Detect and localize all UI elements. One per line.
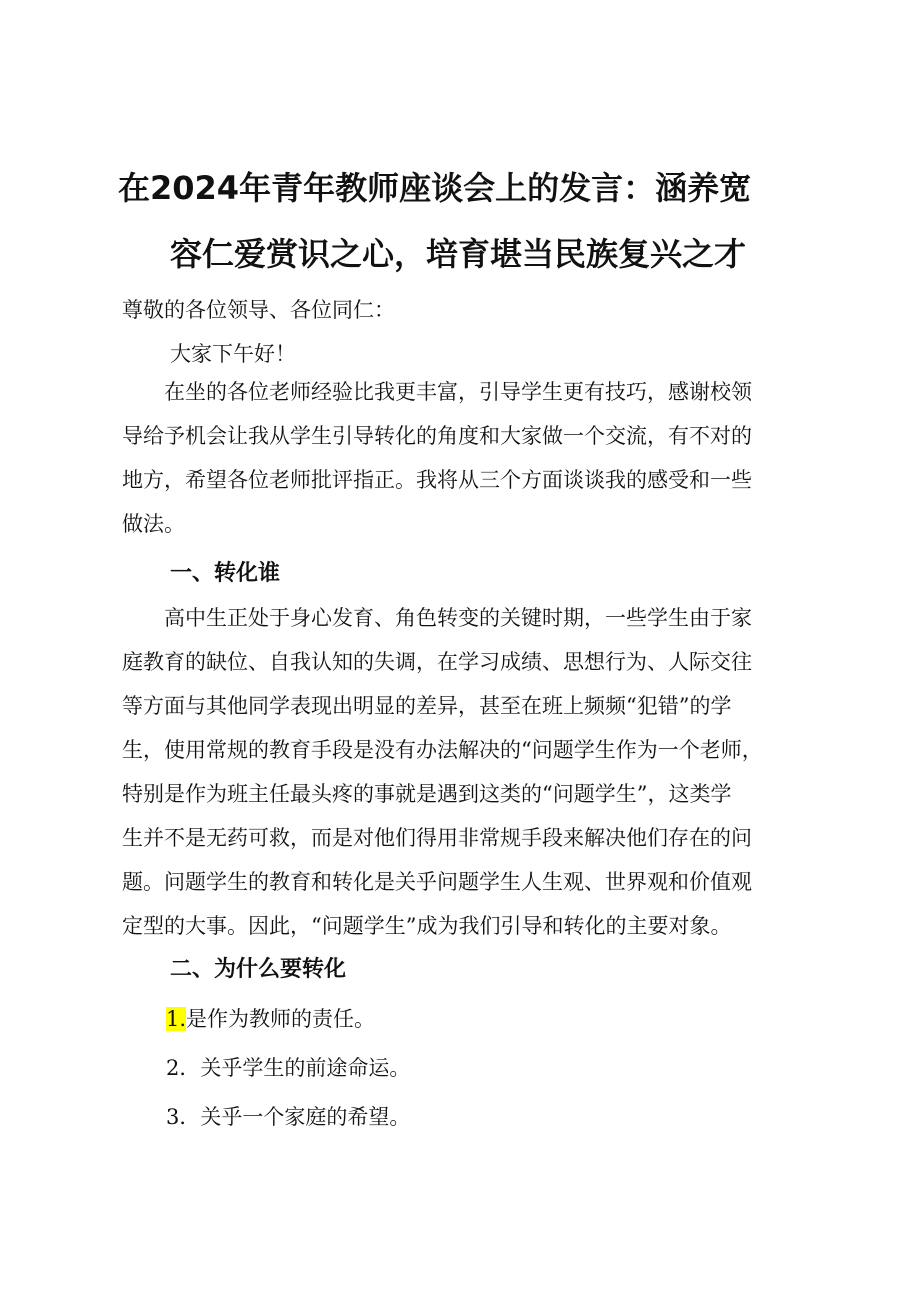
section-1-line: 生，使用常规的教育手段是没有办法解决的“问题学生作为一个老师， xyxy=(122,738,763,762)
intro-line: 做法。 xyxy=(122,512,185,536)
section-heading-2: 二、为什么要转化 xyxy=(170,957,347,982)
intro-line: 地方，希望各位老师批评指正。我将从三个方面谈谈我的感受和一些 xyxy=(122,468,752,492)
list-item-text: ．关乎一个家庭的希望。 xyxy=(179,1105,411,1129)
section-1-line: 庭教育的缺位、自我认知的失调，在学习成绩、思想行为、人际交往 xyxy=(122,650,752,674)
intro-line: 在坐的各位老师经验比我更丰富，引导学生更有技巧，感谢校领 xyxy=(122,380,752,404)
section-1-line: 等方面与其他同学表现出明显的差异，甚至在班上频频“犯错”的学 xyxy=(122,694,732,718)
section-1-line: 定型的大事。因此，“问题学生”成为我们引导和转化的主要对象。 xyxy=(122,914,732,938)
section-heading-1: 一、转化谁 xyxy=(170,561,281,586)
section-1-line: 题。问题学生的教育和转化是关乎问题学生人生观、世界观和价值观 xyxy=(122,870,752,894)
list-item-3 xyxy=(166,1101,410,1131)
intro-paragraph xyxy=(122,370,814,546)
document-title-line-2: 容仁爱赏识之心，培育堪当民族复兴之才 xyxy=(170,235,747,273)
greeting-hello: 大家下午好！ xyxy=(170,342,296,366)
section-1-line: 生并不是无药可救，而是对他们得用非常规手段来解决他们存在的问 xyxy=(122,826,752,850)
salutation: 尊敬的各位领导、各位同仁： xyxy=(122,298,395,322)
list-item-text: ．关乎学生的前途命运。 xyxy=(179,1056,411,1080)
intro-line: 导给予机会让我从学生引导转化的角度和大家做一个交流，有不对的 xyxy=(122,424,752,448)
highlighted-item-number: 1. xyxy=(166,1007,187,1031)
list-item-1 xyxy=(166,1003,375,1033)
section-1-line: 高中生正处于身心发育、角色转变的关键时期，一些学生由于家 xyxy=(122,606,752,630)
list-item-text: 是作为教师的责任。 xyxy=(186,1007,376,1031)
list-item-2 xyxy=(166,1052,410,1082)
section-1-paragraph xyxy=(122,596,814,948)
section-1-line: 特别是作为班主任最头疼的事就是遇到这类的“问题学生”，这类学 xyxy=(122,782,732,806)
list-item-number: 2 xyxy=(166,1056,180,1080)
list-item-number: 3 xyxy=(166,1105,180,1129)
document-title-line-1: 在2024年青年教师座谈会上的发言：涵养宽 xyxy=(118,169,752,207)
